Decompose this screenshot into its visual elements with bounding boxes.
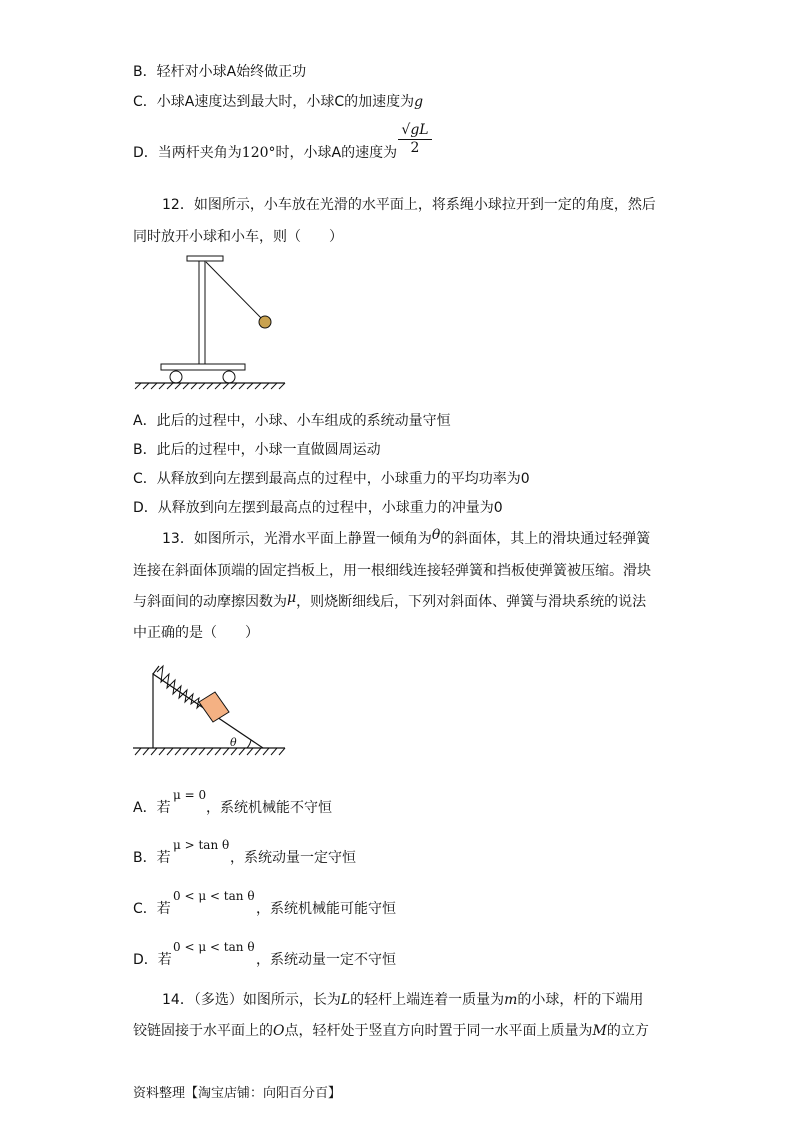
pendulum-ball [259, 316, 271, 328]
q14-stem-M: M [592, 1023, 607, 1039]
q13-option-a-text: ，系统机械能不守恒 [206, 800, 332, 816]
cart-wheel-left [170, 371, 182, 383]
q12-option-b: B．此后的过程中，小球一直做圆周运动 [133, 442, 381, 458]
pendulum-top-bar [187, 256, 223, 261]
q12-stem-line1: 12．如图所示，小车放在光滑的水平面上，将系绳小球拉开到一定的角度，然后 [162, 197, 656, 213]
q11-option-d-fraction [398, 122, 432, 156]
q14-stem-line2 [133, 1021, 649, 1041]
q11-option-d-text1: D．当两杆夹角为 [133, 145, 242, 161]
q14-stem-text6: 的立方 [606, 1023, 649, 1039]
sliding-block [199, 692, 229, 722]
q11-option-c [133, 92, 423, 112]
page-footer: 资料整理【淘宝店铺：向阳百分百】 [133, 1086, 342, 1101]
q14-stem-text3: 的小球，杆的下端用 [517, 992, 644, 1008]
q13-stem-theta: θ [431, 527, 441, 543]
pendulum-pole [199, 261, 205, 364]
q13-option-b-text: ，系统动量一定守恒 [230, 850, 356, 866]
spring [157, 666, 205, 708]
q11-option-c-g: g [414, 94, 424, 110]
q14-stem-text2: 的轻杆上端连着一质量为 [350, 992, 505, 1008]
q12-stem-line2: 同时放开小球和小车，则（ ） [133, 229, 343, 245]
q13-option-d-label: D．若 [133, 952, 172, 968]
q13-stem-text4: ，则烧断细线后，下列对斜面体、弹簧与滑块系统的说法 [296, 594, 647, 610]
q14-stem-line1 [162, 990, 643, 1010]
ground-hatching [135, 383, 285, 389]
q14-stem-text1: 14．（多选）如图所示，长为 [162, 992, 341, 1008]
q13-stem-line3 [133, 592, 646, 612]
incline-stopper [153, 666, 159, 674]
q13-stem-line4: 中正确的是（ ） [133, 625, 259, 641]
q13-ground-hatching [135, 748, 285, 755]
q11-option-d-angle: 120° [241, 145, 276, 161]
q13-option-c-condition: 0 < μ < tan θ [173, 889, 255, 903]
q11-option-b: B．轻杆对小球A始终做正功 [133, 64, 307, 80]
q13-stem-text2: 的斜面体，其上的滑块通过轻弹簧 [440, 531, 651, 547]
q13-incline-figure [133, 660, 288, 760]
q13-stem-line1 [162, 529, 650, 549]
angle-arc [247, 740, 251, 748]
q12-option-c: C．从释放到向左摆到最高点的过程中，小球重力的平均功率为0 [133, 471, 530, 487]
cart-wheel-right [223, 371, 235, 383]
q13-option-b-label: B．若 [133, 850, 171, 866]
q13-option-a-condition: μ = 0 [173, 788, 207, 802]
pendulum-string [206, 262, 264, 321]
q11-fraction-numerator: √gL [398, 122, 432, 140]
q14-stem-O: O [273, 1023, 285, 1039]
q13-stem-mu: μ [287, 590, 297, 606]
angle-theta-label: θ [230, 736, 237, 749]
q13-option-a-label: A．若 [133, 800, 171, 816]
q14-stem-L: L [340, 992, 351, 1008]
q12-option-a: A．此后的过程中，小球、小车组成的系统动量守恒 [133, 413, 451, 429]
q12-option-d: D．从释放到向左摆到最高点的过程中，小球重力的冲量为0 [133, 500, 503, 516]
q13-option-d-text: ，系统动量一定不守恒 [256, 952, 396, 968]
q11-option-d [133, 143, 397, 163]
q13-option-b-condition: μ > tan θ [173, 838, 230, 852]
q13-option-d-condition: 0 < μ < tan θ [173, 940, 255, 954]
q13-option-c-text: ，系统机械能可能守恒 [256, 901, 396, 917]
q14-stem-text5: 点，轻杆处于竖直方向时置于同一水平面上质量为 [284, 1023, 593, 1039]
q14-stem-m: m [504, 992, 518, 1008]
q14-stem-text4: 铰链固接于水平面上的 [133, 1023, 273, 1039]
q12-cart-pendulum-figure [133, 250, 288, 390]
q11-option-d-text2: 时，小球A的速度为 [275, 145, 398, 161]
q13-stem-line2: 连接在斜面体顶端的固定挡板上，用一根细线连接轻弹簧和挡板使弹簧被压缩。滑块 [133, 563, 651, 579]
q13-option-c-label: C．若 [133, 901, 171, 917]
cart-platform [161, 364, 245, 370]
q13-stem-text1: 13．如图所示，光滑水平面上静置一倾角为 [162, 531, 432, 547]
q11-option-c-text: C．小球A速度达到最大时，小球C的加速度为 [133, 94, 415, 110]
q13-stem-text3: 与斜面间的动摩擦因数为 [133, 594, 287, 610]
q11-fraction-denominator: 2 [410, 140, 420, 156]
